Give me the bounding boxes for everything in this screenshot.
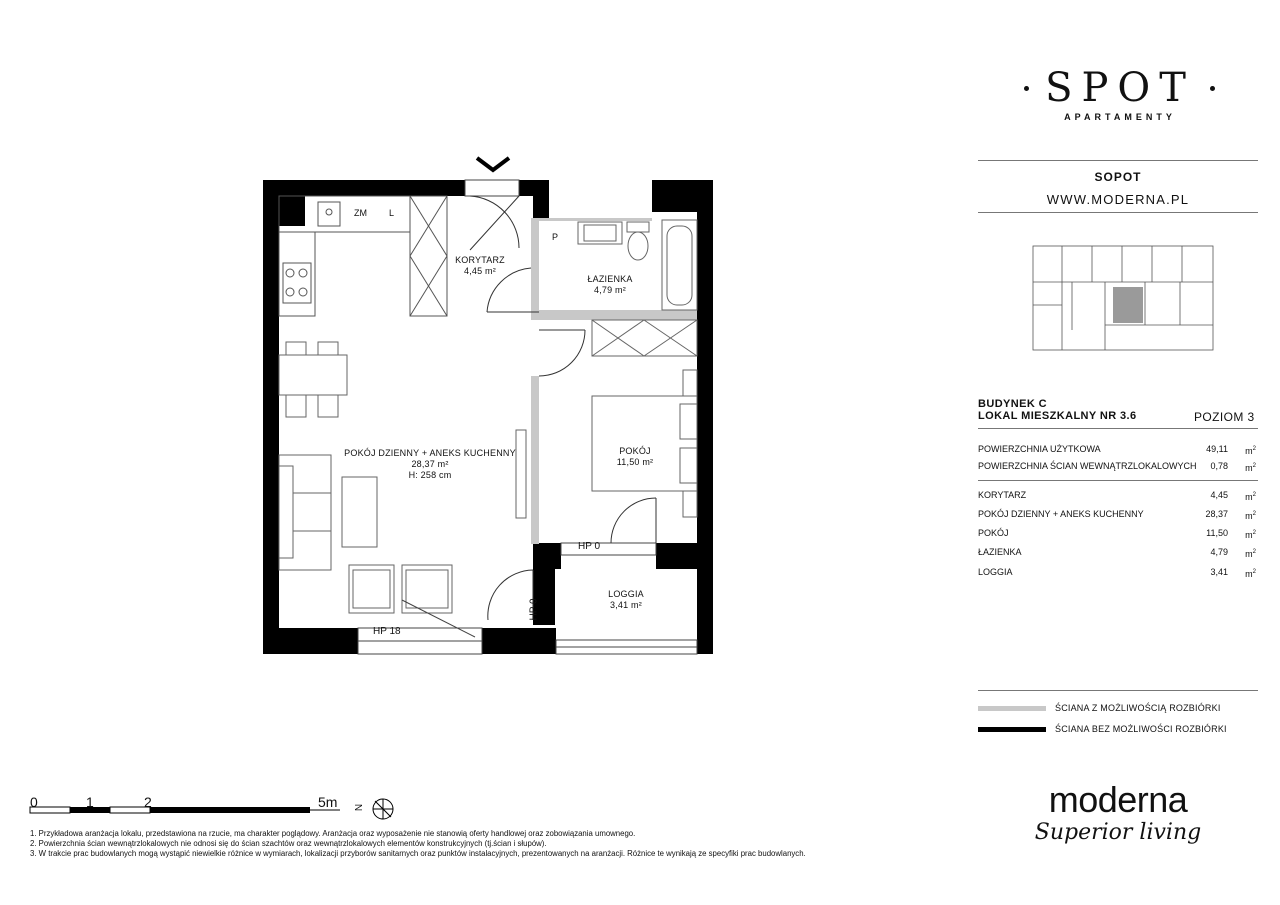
room-row xyxy=(978,489,1258,501)
brand-name: SPOT xyxy=(1045,65,1195,111)
room-row-unit: $m^2$ xyxy=(1245,549,1256,559)
summary-label: POWIERZCHNIA UŻYTKOWA xyxy=(978,444,1101,454)
room-row-unit: $m^2$ xyxy=(1245,530,1256,540)
room-row xyxy=(978,546,1258,558)
bedroom-area: 11,50 m² xyxy=(616,457,654,467)
summary-value: 0,78 xyxy=(1210,461,1228,471)
room-row-value: 11,50 xyxy=(1206,528,1228,538)
room-row xyxy=(978,527,1258,539)
legend-structural-label: ŚCIANA BEZ MOŻLIWOŚCI ROZBIÓRKI xyxy=(1055,724,1227,734)
north-compass-icon xyxy=(373,799,393,819)
scale-label-2: 2 xyxy=(144,794,152,810)
developer-name: moderna xyxy=(1048,779,1188,820)
note-2: 2. Powierzchnia ścian wewnątrzlokalowych nie odnosi się do ścian szachtów oraz wewnątrzlokalowych elementów konstrukcyjnych (tj.ścian i słupów). xyxy=(30,839,547,848)
bathroom-label xyxy=(570,274,650,296)
note-1: 1. Przykładowa aranżacja lokalu, przedstawiona na rzucie, ma charakter poglądowy. Aranżacja oraz wyposażenie nie stanowią oferty handlowej oraz zobowiązania umownego. xyxy=(30,829,636,838)
scale-label-0: 0 xyxy=(30,794,38,810)
summary-row xyxy=(978,443,1258,455)
unit-label: LOKAL MIESZKALNY NR 3.6 xyxy=(978,410,1137,422)
summary-unit: $m^2$ xyxy=(1245,446,1256,456)
scale-label-5m: 5m xyxy=(318,794,338,810)
bedroom-furniture xyxy=(592,370,697,517)
living-height: H: 258 cm xyxy=(408,470,452,480)
room-row-label: ŁAZIENKA xyxy=(978,547,1022,557)
moderna-logo xyxy=(1012,780,1224,846)
building-label: BUDYNEK C xyxy=(978,398,1047,410)
key-plan-unit-highlight xyxy=(1113,287,1143,323)
summary-row xyxy=(978,460,1258,472)
room-row-unit: $m^2$ xyxy=(1245,511,1256,521)
loggia-label xyxy=(586,589,666,611)
room-row-label: POKÓJ DZIENNY + ANEKS KUCHENNY xyxy=(978,509,1144,519)
divider xyxy=(978,480,1258,481)
washer-tag: P xyxy=(552,232,559,242)
hp-loggia-tag: HP 0 xyxy=(528,598,540,621)
room-row-label: KORYTARZ xyxy=(978,490,1027,500)
room-row-unit: $m^2$ xyxy=(1245,492,1256,502)
room-row-value: 4,79 xyxy=(1210,547,1228,557)
fridge-tag: ZM xyxy=(354,208,367,218)
spot-logo xyxy=(1020,66,1220,122)
brand-dot-left-icon xyxy=(1024,86,1029,91)
legend-swatch-removable xyxy=(978,706,1046,711)
brand-subtitle: APARTAMENTY xyxy=(1064,112,1176,122)
website-link[interactable]: WWW.MODERNA.PL xyxy=(1046,192,1190,207)
note-3: 3. W trakcie prac budowlanych mogą wystąpić niewielkie różnice w wymiarach, lokalizacji przyborów sanitarnych oraz punktów instalacyjnych, prezentowanych na aranżacji. Różnice te wynikają ze specyfiki prac budowlanych. xyxy=(30,849,806,858)
hp-bedroom-tag: HP 0 xyxy=(578,541,601,552)
north-label: N xyxy=(354,803,366,812)
loggia-area: 3,41 m² xyxy=(610,600,642,610)
brand-dot-right-icon xyxy=(1210,86,1215,91)
summary-unit: $m^2$ xyxy=(1245,463,1256,473)
legend-removable-label: ŚCIANA Z MOŻLIWOŚCIĄ ROZBIÓRKI xyxy=(1055,703,1221,713)
bedroom-name: POKÓJ xyxy=(619,446,651,456)
city-name: SOPOT xyxy=(1094,170,1142,184)
summary-value: 49,11 xyxy=(1206,444,1228,454)
scale-label-1: 1 xyxy=(86,794,94,810)
loggia-name: LOGGIA xyxy=(608,589,644,599)
dining-set xyxy=(279,342,347,417)
divider xyxy=(978,690,1258,691)
bedroom-label xyxy=(595,446,675,468)
divider xyxy=(978,212,1258,213)
disclaimer-notes xyxy=(30,829,806,859)
room-row-value: 28,37 xyxy=(1205,509,1228,519)
summary-label: POWIERZCHNIA ŚCIAN WEWNĄTRZLOKALOWYCH xyxy=(978,461,1197,471)
developer-tagline: Superior living xyxy=(1034,820,1202,845)
room-row xyxy=(978,508,1258,520)
room-row-value: 4,45 xyxy=(1210,490,1228,500)
divider xyxy=(978,428,1258,429)
living-name: POKÓJ DZIENNY + ANEKS KUCHENNY xyxy=(344,448,516,458)
level-label: POZIOM 3 xyxy=(1194,410,1255,424)
corridor-area: 4,45 m² xyxy=(464,266,496,276)
dishwasher-tag: L xyxy=(389,208,395,218)
corridor-label xyxy=(440,255,520,277)
room-row xyxy=(978,566,1258,578)
entrance-arrow-icon xyxy=(477,158,509,170)
living-area: 28,37 m² xyxy=(411,459,449,469)
scale-bar xyxy=(30,807,340,813)
room-row-value: 3,41 xyxy=(1210,567,1228,577)
legend-swatch-structural xyxy=(978,727,1046,732)
partition-walls xyxy=(531,218,697,544)
room-row-unit: $m^2$ xyxy=(1245,569,1256,579)
room-row-label: POKÓJ xyxy=(978,528,1009,538)
corridor-name: KORYTARZ xyxy=(455,255,505,265)
room-row-label: LOGGIA xyxy=(978,567,1013,577)
hp-living-tag: HP 18 xyxy=(373,626,401,637)
bathroom-area: 4,79 m² xyxy=(594,285,626,295)
divider xyxy=(978,160,1258,161)
windows xyxy=(358,180,697,654)
bathroom-name: ŁAZIENKA xyxy=(587,274,633,284)
living-label xyxy=(330,448,530,481)
